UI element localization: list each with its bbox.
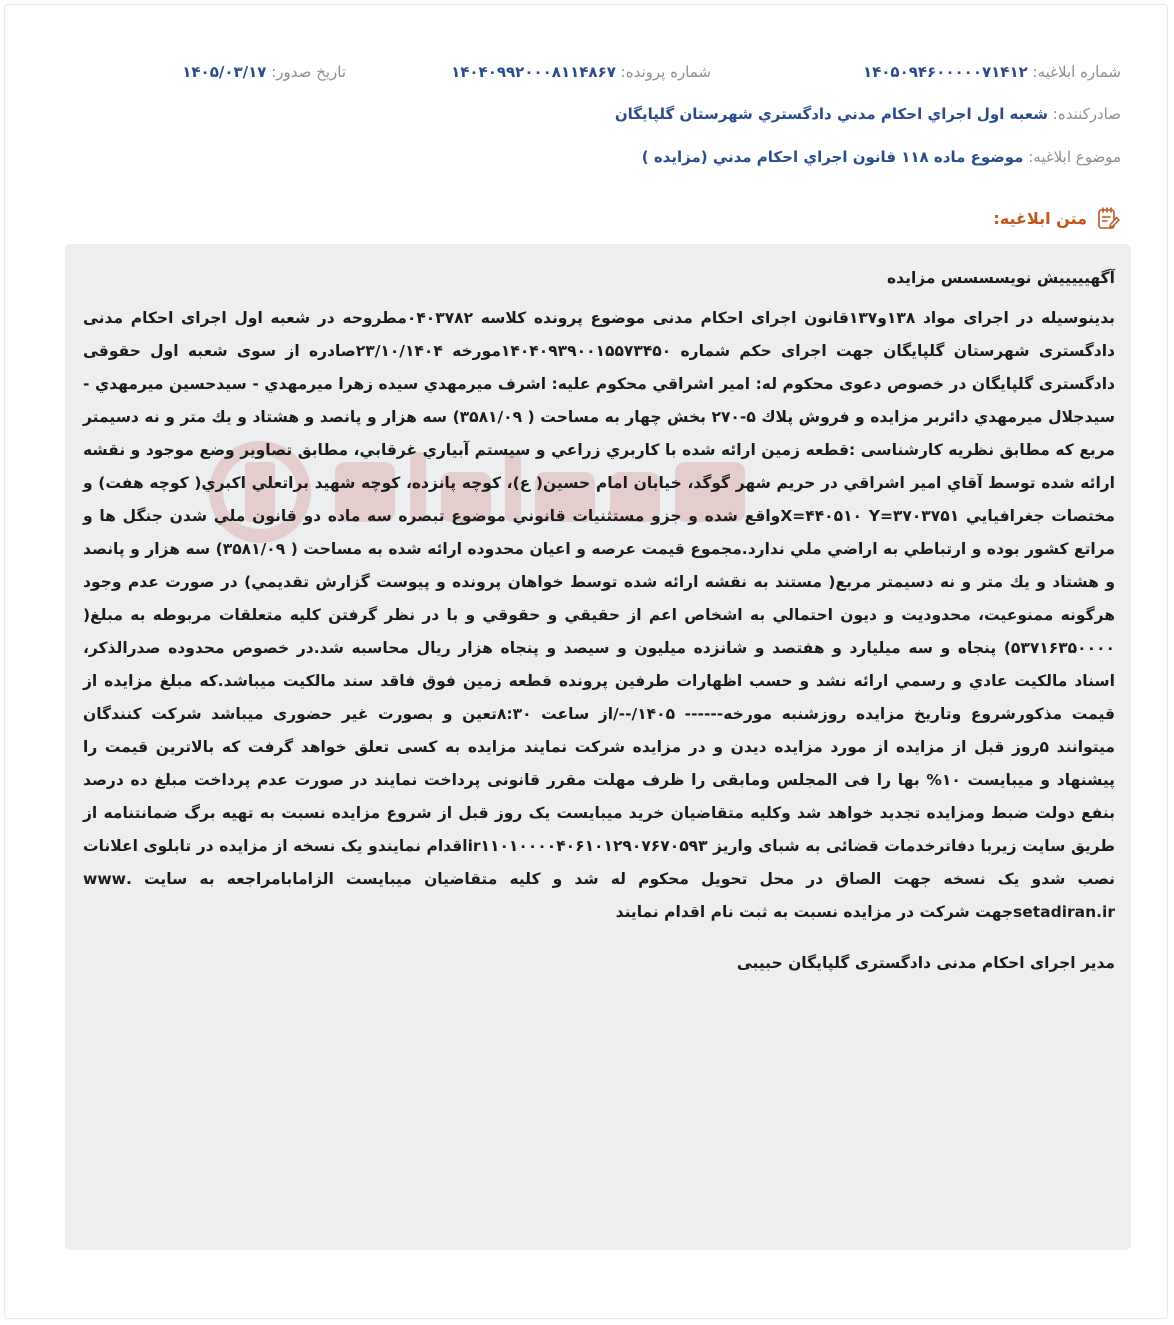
case-number-value: ۱۴۰۴۰۹۹۲۰۰۰۸۱۱۴۸۶۷ [451,63,616,81]
notice-page [4,4,1168,1319]
notice-signature: مدیر اجرای احکام مدنی دادگستری گلپایگان حبیبی [736,954,1115,972]
issuer-label: صادرکننده: [1052,105,1121,123]
subject-label: موضوع ابلاغیه: [1028,148,1121,166]
notice-number-label: شماره ابلاغیه: [1032,63,1121,81]
subject-row [642,148,1121,166]
case-number [451,63,711,81]
notice-number-value: ۱۴۰۵۰۹۴۶۰۰۰۰۰۷۱۴۱۲ [862,63,1028,81]
notice-paragraph: بدینوسیله در اجرای مواد ۱۳۸و۱۳۷قانون اجرای احکام مدنی موضوع پرونده کلاسه ۰۴۰۳۷۸۲مطروحه در شعبه اول اجرای احکام مدنی دادگستری شهرستان گلپایگان جهت اجرای حکم شماره ۱۴۰۴۰۹۳۹۰۰۱۵۵۷۳۴۵۰مورخه ۲۳/۱۰/۱۴۰۴صادره از سوی شعبه اول حقوقی دادگستری گلپایگان در خصوص دعوی محکوم له: امير اشراقي محكوم عليه: اشرف ميرمهدي سيده زهرا ميرمهدي - سيدحسين ميرمهدي - سيدجلال ميرمهدي دائربر مزايده و فروش پلاك ۵-۲۷۰ بخش چهار به مساحت ( ۳۵۸۱/۰۹) سه هزار و پانصد و هشتاد و يك متر و نه دسيمتر مربع كه مطابق نظريه كارشناسی :قطعه زمين ارائه شده با كاربري زراعي و سيستم آبياري غرقابي، مطابق تصاوير وضع موجود و نقشه ارائه شده توسط آقاي امير اشراقي در حريم شهر گوگد، خيابان امام حسين( ع)، كوچه پانزده، كوچه شهيد براتعلي اكبري( كوچه هفت) و مختصات جغرافيايي X=۴۴۰۵۱۰ Y=۳۷۰۳۷۵۱واقع شده و جزو مستثنيات قانوني موضوع تبصره سه ماده دو قانون ملي شدن جنگل ها و مراتع كشور بوده و ارتباطي به اراضي ملي ندارد.مجموع قيمت عرصه و اعيان محدوده ارائه شده به مساحت ( ۳۵۸۱/۰۹) سه هزار و پانصد و هشتاد و يك متر و نه دسيمتر مربع( مستند به نقشه ارائه شده توسط خواهان پرونده و پيوست گزارش تقديمي) در صورت عدم وجود هرگونه ممنوعيت، محدوديت و ديون احتمالي به اشخاص اعم از حقيقي و حقوقي و با در نظر گرفتن كليه متعلقات مربوطه به مبلغ( ۵۳۷۱۶۳۵۰۰۰۰) پنجاه و سه ميليارد و هفتصد و شانزده ميليون و سيصد و پنجاه هزار ريال محاسبه شد.در خصوص محدوده صدرالذکر، اسناد مالکیت عادي و رسمي ارائه نشد و حسب اظهارات طرفين پرونده قطعه زمين فوق فاقد سند مالكيت ميباشد.که مبلغ مزایده از قیمت مذکورشروع وتاریخ مزایده روزشنبه مورخه------ ۱۴۰۵/--/از ساعت ۸:۳۰تعین و بصورت غیر حضوری میباشد شرکت کنندگان میتوانند ۵روز قبل از مزایده از مورد مزایده دیدن و در مزایده شرکت نمایند مزایده به کسی تعلق خواهد گرفت که بالاترین قیمت را پیشنهاد و میبایست ۱۰% بها را فی المجلس ومابقی را ظرف مهلت مقرر قانونی پرداخت نمایند در صورت عدم پرداخت مبلغ ده درصد بنفع دولت ضبط ومزایده تجدید خواهد شد وکلیه متقاضیان خرید میبایست یک روز قبل از شروع مزایده نسبت به تهیه برگ ضمانتنامه از طریق سایت زیربا دفاترخدمات قضائی به شبای واریز ir۱۱۰۱۰۰۰۰۴۰۶۱۰۱۲۹۰۷۶۷۰۵۹۳اقدام نمایندو یک نسخه از مزایده در تابلوی اعلانات نصب شدو یک نسخه جهت الصاق در محل تحویل محکوم له شد و کلیه متقاضیان میبایست الزامابامراجعه به سایت .www setadiran.irجهت شرکت در مزایده نسبت به ثبت نام اقدام نمایند [83,309,1116,921]
notice-meta-row [51,63,1121,87]
notice-heading: آگهیییییش نویسسسس مزایده [887,269,1115,287]
issue-date-value: ۱۴۰۵/۰۳/۱۷ [182,63,267,81]
notice-body-title-text: متن ابلاغیه: [993,208,1087,228]
document-edit-icon [1095,205,1121,231]
case-number-label: شماره پرونده: [620,63,711,81]
issuer-value: شعبه اول اجراي احكام مدني دادگستري شهرستان گلپايگان [614,105,1048,123]
issue-date-label: تاریخ صدور: [271,63,346,81]
notice-body-title [993,205,1121,231]
notice-body-content [65,244,1131,1250]
notice-number [863,63,1121,81]
subject-value: موضوع ماده ۱۱۸ قانون اجراي احكام مدني (مزايده ) [641,148,1024,166]
issuer-row [615,105,1121,123]
issue-date [182,63,346,81]
